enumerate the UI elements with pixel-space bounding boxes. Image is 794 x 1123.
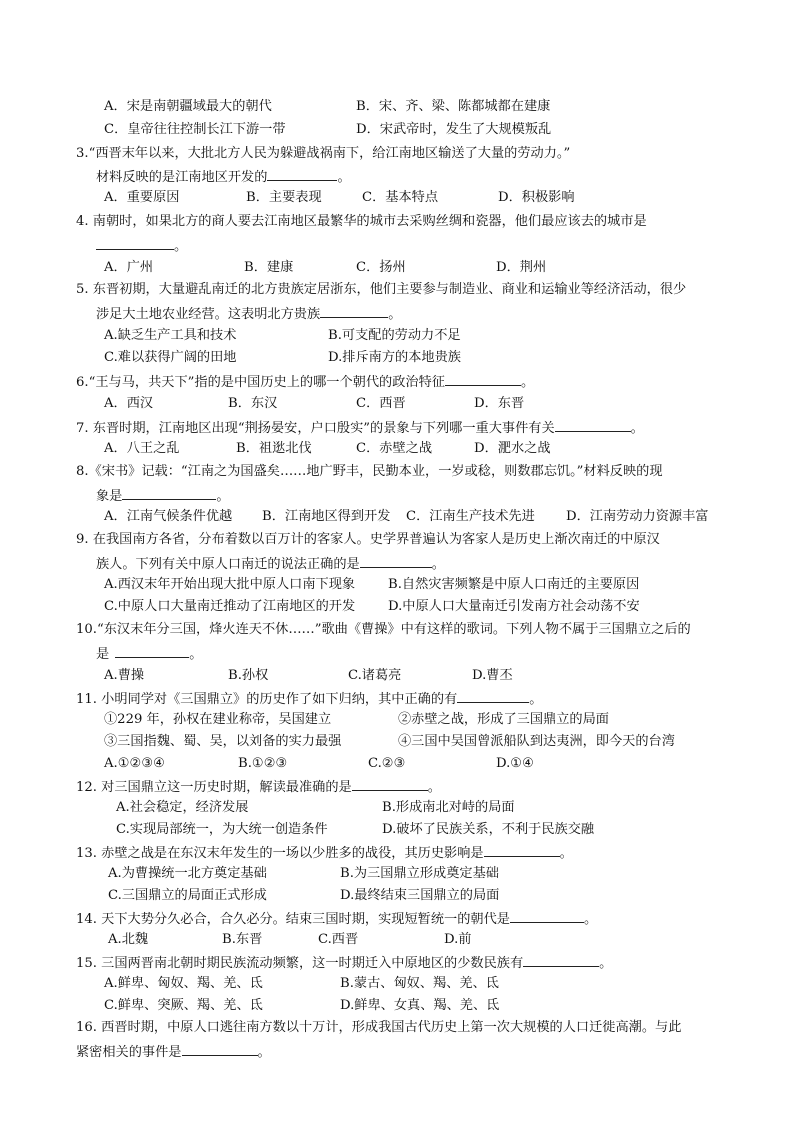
- answer-blank: [523, 953, 599, 967]
- q3-c: C．基本特点: [362, 190, 439, 205]
- answer-blank: [182, 1042, 258, 1056]
- q4-stem: 4. 南朝时，如果北方的商人要去江南地区最繁华的城市去采购丝绸和瓷器，他们最应该去的城市是: [76, 214, 647, 229]
- q10-d: D.曹丕: [472, 668, 513, 683]
- q13-c-line: [108, 887, 267, 905]
- q5-stem2-line: [96, 304, 401, 324]
- q6-stem-end: 。: [520, 375, 535, 390]
- q16-stem: 16. 西晋时期，中原人口逃往南方数以十万计，形成我国古代历史上第一次大规模的人口迁徙高潮。与此: [76, 1020, 682, 1035]
- q4-a: A．广州: [104, 260, 154, 275]
- q15-d-line: [340, 997, 499, 1015]
- q7-c: C．赤壁之战: [356, 441, 433, 456]
- q13-d: D.最终结束三国鼎立的局面: [340, 888, 500, 903]
- q13-stem-line: [76, 843, 573, 863]
- q3-stem2-line: [96, 167, 351, 187]
- q6-a: A．西汉: [104, 396, 154, 411]
- q5-stem-line: [76, 281, 686, 299]
- q11-stem-line: [76, 689, 542, 709]
- q7-a: A．八王之乱: [104, 441, 180, 456]
- q12-b: B.形成南北对峙的局面: [382, 800, 515, 815]
- q12-d: D.破坏了民族关系，不利于民族交融: [382, 822, 595, 837]
- answer-blank: [484, 843, 560, 857]
- q3-b: B．主要表现: [246, 190, 322, 205]
- q7-b: B．祖逖北伐: [236, 441, 312, 456]
- q7-stem-line: [76, 418, 644, 438]
- q5-d-line: [328, 349, 461, 367]
- q9-stem2: 族人。下列有关中原人口南迁的说法正确的是: [96, 557, 360, 572]
- q14-d-line: [444, 931, 471, 949]
- q4-c: C．扬州: [356, 260, 406, 275]
- q9-b: B.自然灾害频繁是中原人口南迁的主要原因: [388, 577, 640, 592]
- q15-c-line: [104, 997, 263, 1015]
- q13-d-line: [340, 887, 499, 905]
- q16-stem2-line: [76, 1042, 271, 1062]
- q4-stem-line: [76, 213, 647, 231]
- q8-a-line: [104, 508, 232, 526]
- q12-b-line: [382, 799, 515, 817]
- q15-a-line: [104, 975, 263, 993]
- q8-b: B．江南地区得到开发: [262, 509, 391, 524]
- q8-a: A．江南气候条件优越: [104, 509, 233, 524]
- q8-stem: 8.《宋书》记载：“江南之为国盛矣……地广野丰，民勤本业，一岁或稔，则数郡忘饥。”材料反映的现: [76, 464, 663, 479]
- q3-a: A．重要原因: [104, 190, 180, 205]
- q11-a: A.①②③④: [104, 756, 166, 771]
- q15-b: B.蒙古、匈奴、羯、羌、氐: [340, 976, 499, 991]
- q13-a: A.为曹操统一北方奠定基础: [108, 866, 267, 881]
- q11-s1-line: [104, 711, 331, 729]
- q9-d-line: [388, 598, 640, 616]
- q12-d-line: [382, 821, 594, 839]
- q5-d: D.排斥南方的本地贵族: [328, 350, 461, 365]
- q12-c-line: [116, 821, 328, 839]
- answer-blank: [122, 486, 216, 500]
- q3-stem: 3.“西晋末年以来，大批北方人民为躲避战祸南下，给江南地区输送了大量的劳动力。”: [76, 146, 571, 161]
- q10-a-line: [104, 667, 144, 685]
- q15-stem-line: [76, 953, 612, 973]
- q4-b: B．建康: [244, 260, 294, 275]
- q4-stem2-end-line: [96, 236, 187, 256]
- q6-stem: 6.“王与马，共天下”指的是中国历史上的哪一个朝代的政治特征: [76, 375, 445, 390]
- q8-d-line: [566, 508, 708, 526]
- q3-d-line: [498, 189, 575, 207]
- q4-stem2-end: 。: [174, 239, 188, 254]
- q12-c: C.实现局部统一，为大统一创造条件: [116, 822, 328, 837]
- q2-opts-row2-c-line: [104, 121, 286, 139]
- q5-c-line: [104, 349, 237, 367]
- q10-d-line: [472, 667, 513, 685]
- q16-stem2: 紧密相关的事件是: [76, 1045, 182, 1060]
- q5-a: A.缺乏生产工具和技术: [104, 328, 237, 343]
- q3-c-line: [362, 189, 438, 207]
- q13-stem: 13. 赤壁之战是在东汉末年发生的一场以少胜多的战役，其历史影响是: [76, 846, 484, 861]
- q9-c-line: [104, 598, 355, 616]
- q3-a-line: [104, 189, 179, 207]
- q8-c-line: [406, 508, 535, 526]
- q14-stem-end: 。: [583, 912, 598, 927]
- q10-stem2-end: 。: [189, 647, 203, 662]
- q15-b-line: [340, 975, 499, 993]
- q13-a-line: [108, 865, 267, 883]
- q14-a-line: [108, 931, 148, 949]
- q5-stem2: 涉足大土地农业经营。这表明北方贵族: [96, 307, 321, 322]
- q7-stem-end: 。: [630, 421, 644, 436]
- q5-b-line: [328, 327, 461, 345]
- q5-stem: 5. 东晋初期，大量避乱南迁的北方贵族定居浙东，他们主要参与制造业、商业和运输业等经济活动，很少: [76, 282, 687, 297]
- q11-b: B.①②③: [238, 756, 288, 771]
- q7-a-line: [104, 440, 179, 458]
- q12-stem: 12. 对三国鼎立这一历史时期，解读最准确的是: [76, 780, 352, 795]
- q11-d: D.①④: [496, 756, 534, 771]
- q7-d: D．淝水之战: [474, 441, 551, 456]
- q9-b-line: [388, 576, 639, 594]
- q5-c: C.难以获得广阔的田地: [104, 350, 237, 365]
- q14-c: C.西晋: [318, 932, 359, 947]
- q14-d: D.前: [444, 932, 472, 947]
- q2-opts-row1-b-line: [356, 98, 550, 116]
- answer-blank: [320, 304, 388, 318]
- q2-opts-row1-a-line: [104, 98, 272, 116]
- q11-a-line: [104, 755, 165, 773]
- q2-opts-row2-c: C．皇帝往往控制长江下游一带: [104, 122, 286, 137]
- q3-b-line: [246, 189, 322, 207]
- q12-stem-end: 。: [427, 780, 441, 795]
- q8-stem2: 象是: [96, 489, 123, 504]
- q15-c: C.鲜卑、突厥、羯、羌、氐: [104, 998, 263, 1013]
- q9-stem-line: [76, 531, 660, 549]
- q5-b: B.可支配的劳动力不足: [328, 328, 461, 343]
- q6-c-line: [356, 395, 406, 413]
- q14-stem: 14. 天下大势分久必合，合久必分。结束三国时期，实现短暂统一的朝代是: [76, 912, 510, 927]
- q10-b-line: [228, 667, 268, 685]
- answer-blank: [457, 689, 529, 703]
- q13-b: B.为三国鼎立形成奠定基础: [340, 866, 499, 881]
- q3-stem-line: [76, 145, 570, 163]
- q2-opts-row1-a: A．宋是南朝疆域最大的朝代: [104, 99, 272, 114]
- q16-stem2-end: 。: [257, 1045, 271, 1060]
- q9-d: D.中原人口大量南迁引发南方社会动荡不安: [388, 599, 640, 614]
- q11-stem-end: 。: [529, 692, 543, 707]
- answer-blank: [115, 644, 189, 658]
- q8-stem-line: [76, 463, 663, 481]
- q14-b: B.东晋: [222, 932, 263, 947]
- q11-s3-line: [104, 733, 341, 751]
- q11-c: C.②③: [368, 756, 406, 771]
- q6-b-line: [228, 395, 277, 413]
- q8-stem2-end: 。: [216, 489, 230, 504]
- q4-a-line: [104, 259, 153, 277]
- q14-a: A.北魏: [108, 932, 149, 947]
- q10-stem-line: [76, 621, 691, 639]
- q8-b-line: [262, 508, 390, 526]
- q10-b: B.孙权: [228, 668, 269, 683]
- q16-stem-line: [76, 1019, 681, 1037]
- q12-a: A.社会稳定，经济发展: [116, 800, 249, 815]
- q14-c-line: [318, 931, 358, 949]
- q8-c: C．江南生产技术先进: [406, 509, 535, 524]
- q10-stem2-line: [96, 644, 202, 664]
- q11-b-line: [238, 755, 287, 773]
- answer-blank: [360, 554, 432, 568]
- q3-d: D．积极影响: [498, 190, 575, 205]
- q11-s4: ④三国中吴国曾派船队到达夷洲，即今天的台湾: [398, 734, 675, 749]
- q13-c: C.三国鼎立的局面正式形成: [108, 888, 267, 903]
- answer-blank: [510, 909, 584, 923]
- q9-stem2-line: [96, 554, 445, 574]
- answer-blank: [555, 418, 631, 432]
- q13-b-line: [340, 865, 499, 883]
- q7-c-line: [356, 440, 432, 458]
- q11-d-line: [496, 755, 534, 773]
- q9-stem2-end: 。: [431, 557, 445, 572]
- q8-d: D．江南劳动力资源丰富: [566, 509, 709, 524]
- q11-s3: ③三国指魏、蜀、吴，以刘备的实力最强: [104, 734, 342, 749]
- q10-c-line: [348, 667, 401, 685]
- q2-opts-row1-b: B．宋、齐、梁、陈都城都在建康: [356, 99, 551, 114]
- q11-c-line: [368, 755, 405, 773]
- q10-c: C.诸葛亮: [348, 668, 402, 683]
- q11-stem: 11. 小明同学对《三国鼎立》的历史作了如下归纳，其中正确的有: [76, 692, 458, 707]
- q4-d-line: [496, 259, 546, 277]
- answer-blank: [267, 167, 337, 181]
- q15-a: A.鲜卑、匈奴、羯、羌、氐: [104, 976, 263, 991]
- q11-s2: ②赤壁之战，形成了三国鼎立的局面: [398, 712, 609, 727]
- q6-a-line: [104, 395, 153, 413]
- q11-s4-line: [398, 733, 675, 751]
- q7-d-line: [474, 440, 551, 458]
- q6-stem-line: [76, 372, 534, 392]
- answer-blank: [96, 236, 174, 250]
- q9-a: A.西汉末年开始出现大批中原人口南下现象: [104, 577, 356, 592]
- q5-a-line: [104, 327, 236, 345]
- q15-stem-end: 。: [599, 956, 613, 971]
- answer-blank: [352, 777, 428, 791]
- q11-s2-line: [398, 711, 609, 729]
- q15-stem: 15. 三国两晋南北朝时期民族流动频繁，这一时期迁入中原地区的少数民族有: [76, 956, 524, 971]
- q14-stem-line: [76, 909, 597, 929]
- q6-d: D．东晋: [474, 396, 525, 411]
- q4-b-line: [244, 259, 293, 277]
- q6-b: B．东汉: [228, 396, 278, 411]
- q8-stem2-line: [96, 486, 230, 506]
- q10-a: A.曹操: [104, 668, 145, 683]
- q12-stem-line: [76, 777, 441, 797]
- q4-c-line: [356, 259, 406, 277]
- q5-stem2-end: 。: [388, 307, 402, 322]
- q15-d: D.鲜卑、女真、羯、羌、氐: [340, 998, 500, 1013]
- q13-stem-end: 。: [559, 846, 573, 861]
- q4-d: D．荆州: [496, 260, 547, 275]
- answer-blank: [445, 372, 521, 386]
- q10-stem: 10.“东汉末年分三国，烽火连天不休……”歌曲《曹操》中有这样的歌词。下列人物不属于三国鼎立之后的: [76, 622, 691, 637]
- q2-opts-row2-d-line: [356, 121, 551, 139]
- q11-s1: ①229 年，孙权在建业称帝，吴国建立: [104, 712, 332, 727]
- q3-stem2: 材料反映的是江南地区开发的: [96, 170, 268, 185]
- q12-a-line: [116, 799, 248, 817]
- q2-opts-row2-d: D．宋武帝时，发生了大规模叛乱: [356, 122, 552, 137]
- q9-stem: 9. 在我国南方各省，分布着数以百万计的客家人。史学界普遍认为客家人是历史上渐次南迁的中原汉: [76, 532, 660, 547]
- q9-a-line: [104, 576, 355, 594]
- q9-c: C.中原人口大量南迁推动了江南地区的开发: [104, 599, 356, 614]
- q3-stem2-end: 。: [337, 170, 351, 185]
- q14-b-line: [222, 931, 262, 949]
- q7-stem: 7. 东晋时期，江南地区出现“荆扬晏安，户口殷实”的景象与下列哪一重大事件有关: [76, 421, 555, 436]
- q6-d-line: [474, 395, 524, 413]
- q7-b-line: [236, 440, 312, 458]
- q10-stem2: 是: [96, 647, 110, 662]
- q6-c: C．西晋: [356, 396, 406, 411]
